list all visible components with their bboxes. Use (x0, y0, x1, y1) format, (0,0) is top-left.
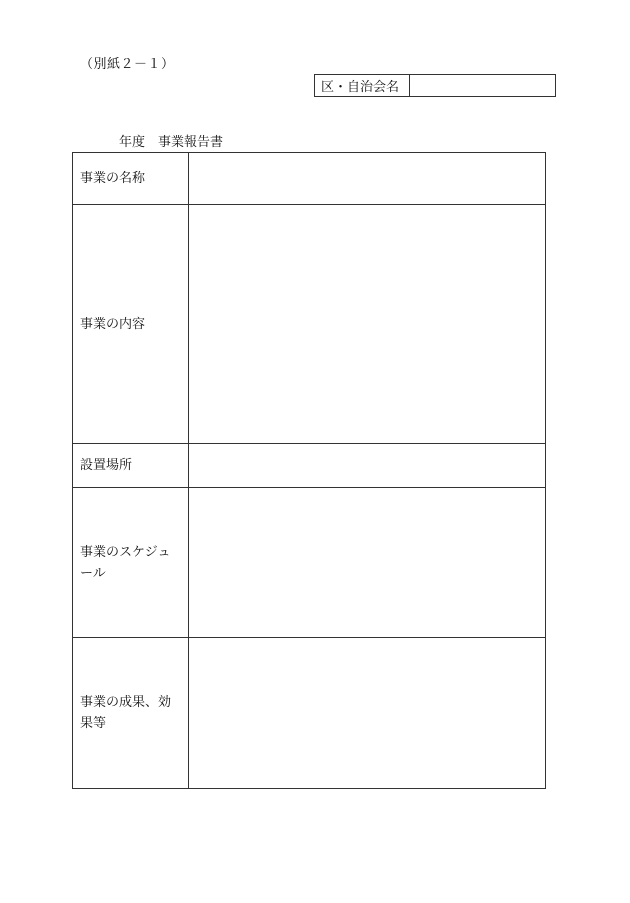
event-content-field[interactable] (189, 205, 546, 444)
row-label-schedule: 事業のスケジュール (73, 488, 189, 638)
row-label-event-content: 事業の内容 (73, 205, 189, 444)
table-row (73, 488, 546, 638)
table-row (73, 444, 546, 488)
row-label-results: 事業の成果、効果等 (73, 638, 189, 789)
report-table (72, 152, 546, 789)
results-field[interactable] (189, 638, 546, 789)
district-name-box (314, 74, 556, 97)
event-name-field[interactable] (189, 153, 546, 205)
district-name-field[interactable] (410, 75, 555, 96)
schedule-field[interactable] (189, 488, 546, 638)
row-label-event-name: 事業の名称 (73, 153, 189, 205)
district-name-label: 区・自治会名 (315, 75, 410, 96)
row-label-location: 設置場所 (73, 444, 189, 488)
table-row (73, 153, 546, 205)
document-title: 年度 事業報告書 (106, 135, 224, 150)
table-row (73, 205, 546, 444)
location-field[interactable] (189, 444, 546, 488)
table-row (73, 638, 546, 789)
appendix-label: （別紙２－１） (80, 57, 175, 72)
